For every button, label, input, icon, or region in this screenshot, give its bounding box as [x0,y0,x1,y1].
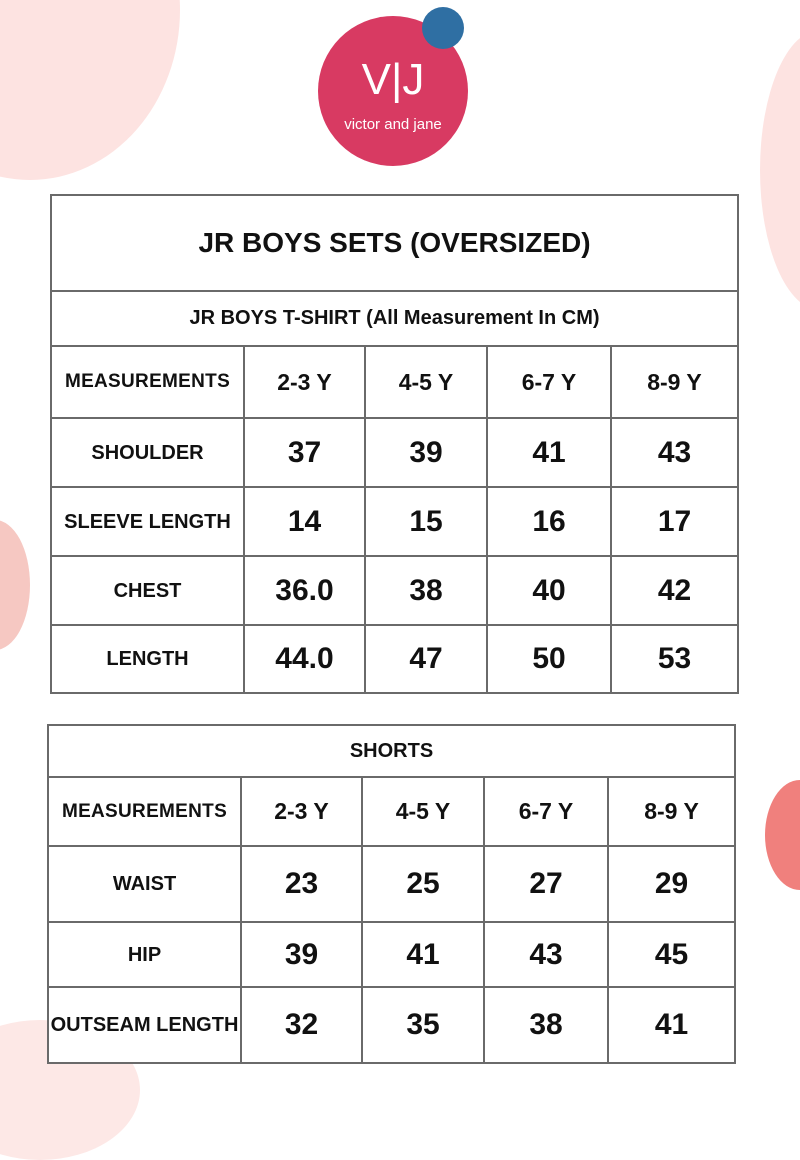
table-cell: 40 [487,556,611,625]
table-cell: 42 [611,556,738,625]
table-cell: 53 [611,625,738,693]
table-cell: 15 [365,487,487,556]
table-cell: 47 [365,625,487,693]
row-label: HIP [48,922,241,987]
table-cell: 43 [484,922,608,987]
row-label: LENGTH [51,625,244,693]
size-header: 6-7 Y [484,777,608,846]
logo-mark: V|J [361,55,425,104]
size-header: 4-5 Y [365,346,487,418]
size-header: 2-3 Y [241,777,362,846]
row-label: SHOULDER [51,418,244,487]
decorative-blob [760,30,800,310]
table-cell: 27 [484,846,608,922]
table-cell: 32 [241,987,362,1063]
table-cell: 45 [608,922,735,987]
decorative-blob [765,780,800,890]
measurements-header: MEASUREMENTS [48,777,241,846]
shorts-size-table [47,724,736,1064]
table-cell: 35 [362,987,484,1063]
table-cell: 17 [611,487,738,556]
table-cell: 41 [487,418,611,487]
table-row [48,922,735,987]
table-cell: 36.0 [244,556,365,625]
table-cell: 25 [362,846,484,922]
tshirt-size-table [50,194,739,694]
table-cell: 23 [241,846,362,922]
logo-dot-icon [422,7,464,49]
table-cell: 38 [365,556,487,625]
table-title: JR BOYS SETS (OVERSIZED) [51,195,738,291]
table-row [48,846,735,922]
table-row [51,625,738,693]
table-cell: 39 [365,418,487,487]
size-header: 4-5 Y [362,777,484,846]
logo-text: victor and jane [344,116,442,133]
table-cell: 37 [244,418,365,487]
row-label: SLEEVE LENGTH [51,487,244,556]
row-label: WAIST [48,846,241,922]
table-row [48,987,735,1063]
table-cell: 14 [244,487,365,556]
table-cell: 41 [608,987,735,1063]
table-title: SHORTS [48,725,735,777]
table-cell: 38 [484,987,608,1063]
table-cell: 16 [487,487,611,556]
measurements-header: MEASUREMENTS [51,346,244,418]
table-cell: 39 [241,922,362,987]
size-header: 6-7 Y [487,346,611,418]
table-row [51,556,738,625]
size-header: 8-9 Y [608,777,735,846]
table-cell: 41 [362,922,484,987]
table-cell: 43 [611,418,738,487]
size-header: 8-9 Y [611,346,738,418]
decorative-blob [0,0,180,180]
size-header: 2-3 Y [244,346,365,418]
table-subtitle: JR BOYS T-SHIRT (All Measurement In CM) [51,291,738,346]
table-row [51,487,738,556]
decorative-blob [0,520,30,650]
row-label: CHEST [51,556,244,625]
row-label: OUTSEAM LENGTH [48,987,241,1063]
table-cell: 50 [487,625,611,693]
table-cell: 29 [608,846,735,922]
table-cell: 44.0 [244,625,365,693]
table-row [51,418,738,487]
